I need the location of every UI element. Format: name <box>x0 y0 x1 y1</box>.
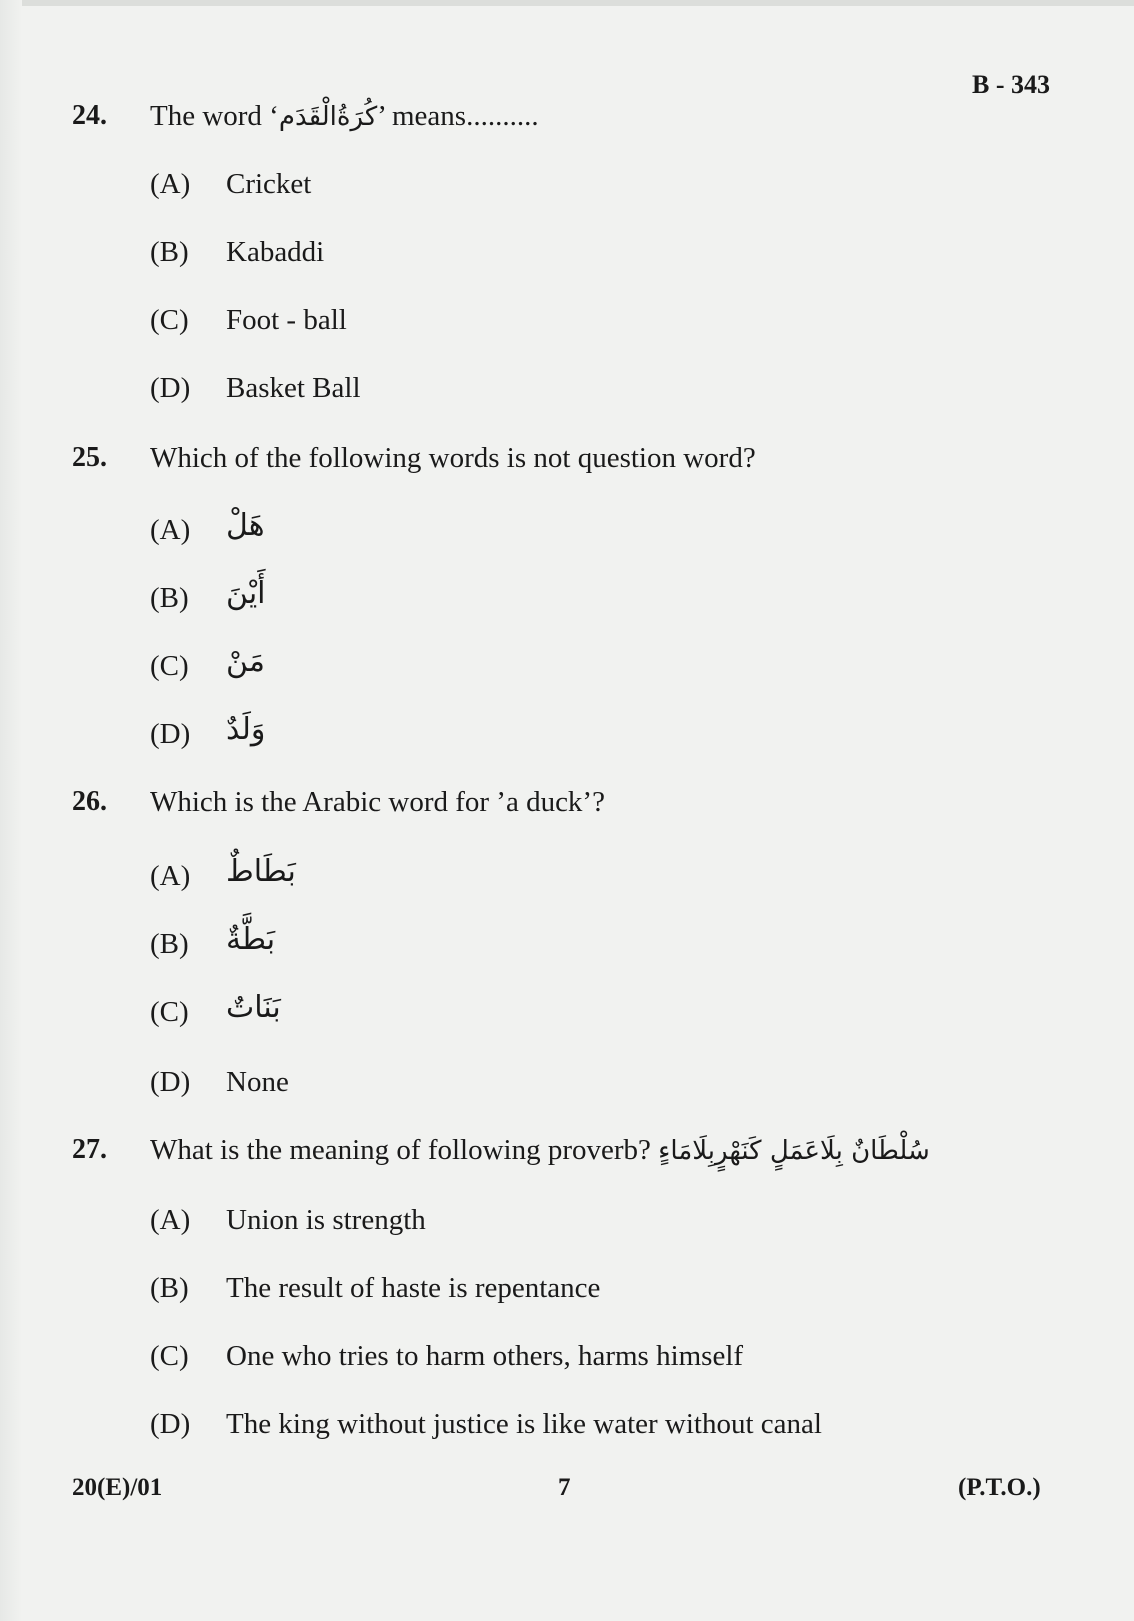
option-letter: (B) <box>150 1272 189 1304</box>
option-text: One who tries to harm others, harms himself <box>226 1340 744 1372</box>
option-text: Foot - ball <box>226 304 347 336</box>
option-letter: (A) <box>150 1204 191 1236</box>
paper-code: B - 343 <box>972 70 1050 99</box>
option-text: Union is strength <box>226 1204 426 1236</box>
option-text: مَنْ <box>226 644 265 679</box>
arabic-proverb: سُلْطَانٌ بِلَاعَمَلٍ كَنَهْرٍبِلَامَاءٍ <box>658 1136 930 1166</box>
page-top-edge <box>0 0 1134 6</box>
question-25 <box>0 442 1134 482</box>
option-text: Basket Ball <box>226 372 361 404</box>
footer-code: 20(E)/01 <box>72 1474 163 1501</box>
option-letter: (A) <box>150 514 191 546</box>
option-letter: (A) <box>150 860 191 892</box>
page-number: 7 <box>558 1474 571 1501</box>
option-text: The king without justice is like water without canal <box>226 1408 822 1440</box>
option-letter: (C) <box>150 996 189 1028</box>
pto-label: (P.T.O.) <box>958 1474 1041 1501</box>
option-letter: (B) <box>150 236 189 268</box>
option-letter: (C) <box>150 1340 189 1372</box>
option-letter: (B) <box>150 582 189 614</box>
question-row <box>0 786 1134 826</box>
question-text: Which of the following words is not question word? <box>150 442 756 474</box>
question-24 <box>0 100 1134 140</box>
option-text: Cricket <box>226 168 312 200</box>
question-number: 25. <box>72 442 107 473</box>
option-text: هَلْ <box>226 508 265 543</box>
option-letter: (A) <box>150 168 191 200</box>
option-letter: (C) <box>150 650 189 682</box>
question-row <box>0 100 1134 140</box>
question-number: 26. <box>72 786 107 817</box>
option-text: بَنَاتٌ <box>226 990 281 1025</box>
question-text-before: The word ‘ <box>150 100 279 132</box>
question-text <box>150 100 539 133</box>
option-text: بَطَاطٌ <box>226 854 296 889</box>
option-text: Kabaddi <box>226 236 325 268</box>
option-text: None <box>226 1066 289 1098</box>
arabic-word: كُرَةُالْقَدَم <box>278 102 378 132</box>
question-text-after: ’ means.......... <box>377 100 539 132</box>
question-number: 24. <box>72 100 107 131</box>
question-27 <box>0 1134 1134 1174</box>
option-letter: (D) <box>150 1066 191 1098</box>
question-number: 27. <box>72 1134 107 1165</box>
option-letter: (B) <box>150 928 189 960</box>
option-letter: (D) <box>150 718 191 750</box>
option-text: أَيْنَ <box>226 576 266 611</box>
option-letter: (D) <box>150 1408 191 1440</box>
option-text: بَطَّةٌ <box>226 922 276 957</box>
option-letter: (C) <box>150 304 189 336</box>
question-text: Which is the Arabic word for ’a duck’? <box>150 786 605 818</box>
question-26 <box>0 786 1134 826</box>
question-text <box>150 1134 930 1167</box>
question-text-english: What is the meaning of following proverb? <box>150 1134 651 1166</box>
option-letter: (D) <box>150 372 191 404</box>
option-text: The result of haste is repentance <box>226 1272 601 1304</box>
question-row <box>0 442 1134 482</box>
option-text: وَلَدٌ <box>226 712 266 747</box>
question-row <box>0 1134 1134 1174</box>
